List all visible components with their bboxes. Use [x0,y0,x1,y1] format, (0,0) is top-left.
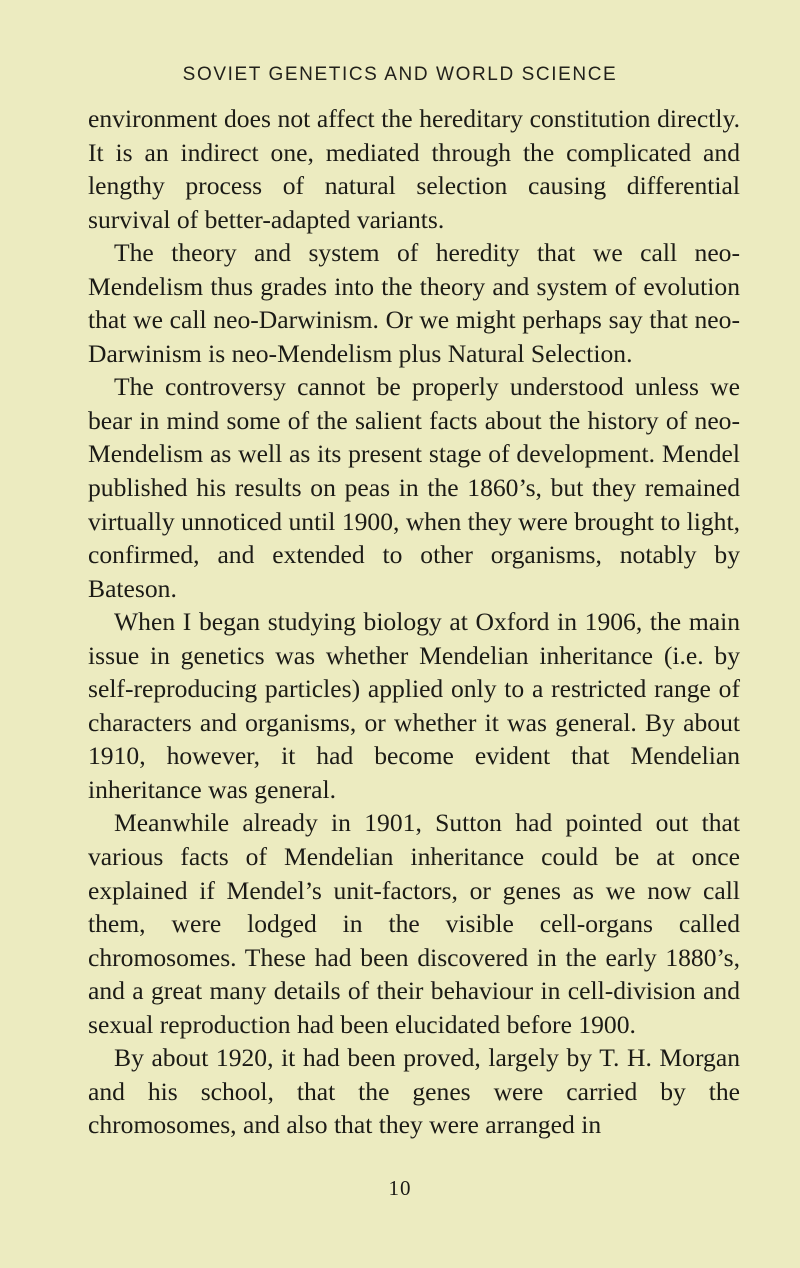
paragraph-2: The theory and system of heredity that we call neo-Mendelism thus grades into the theory and system of evolution that we call neo-Darwinism. Or we might perhaps say that neo-Darwinism is neo-Mendelism plus Natural Selection. [88,238,740,368]
paragraph-4: When I began studying biology at Oxford in 1906, the main issue in genetics was whether Mendelian inheritance (i.e. by self-reproducing particles) applied only to a restricted range of characters and organisms, or whether it was general. By about 1910, however, it had become evident that Mendelian inheritance was general. [88,607,740,804]
paragraph-5: Meanwhile already in 1901, Sutton had pointed out that various facts of Mendelian inheritance could be at once explained if Mendel’s unit-factors, or genes as we now call them, were lodged in the visible cell-organs called chromosomes. These had been discovered in the early 1880’s, and a great many details of their behaviour in cell-division and sexual reproduction had been elucidated before 1900. [88,808,740,1039]
page-number: 10 [388,1176,412,1200]
paragraph-1: environment does not affect the hereditary constitution directly. It is an indirect one, mediated through the complicated and lengthy process of natural selection causing differential survival of better-adapted variants. [88,104,740,234]
paragraph-3: The controversy cannot be properly understood unless we bear in mind some of the salient facts about the history of neo-Mendelism as well as its present stage of development. Mendel published his results on peas in the 1860’s, but they remained virtually unnoticed until 1900, when they were brought to light, confirmed, and extended to other organisms, notably by Bateson. [88,372,740,603]
running-head: SOVIET GENETICS AND WORLD SCIENCE [182,64,618,85]
body-text [88,102,740,1142]
paragraph-6: By about 1920, it had been proved, largely by T. H. Morgan and his school, that the genes were carried by the chromosomes, and also that they were arranged in [88,1043,740,1140]
